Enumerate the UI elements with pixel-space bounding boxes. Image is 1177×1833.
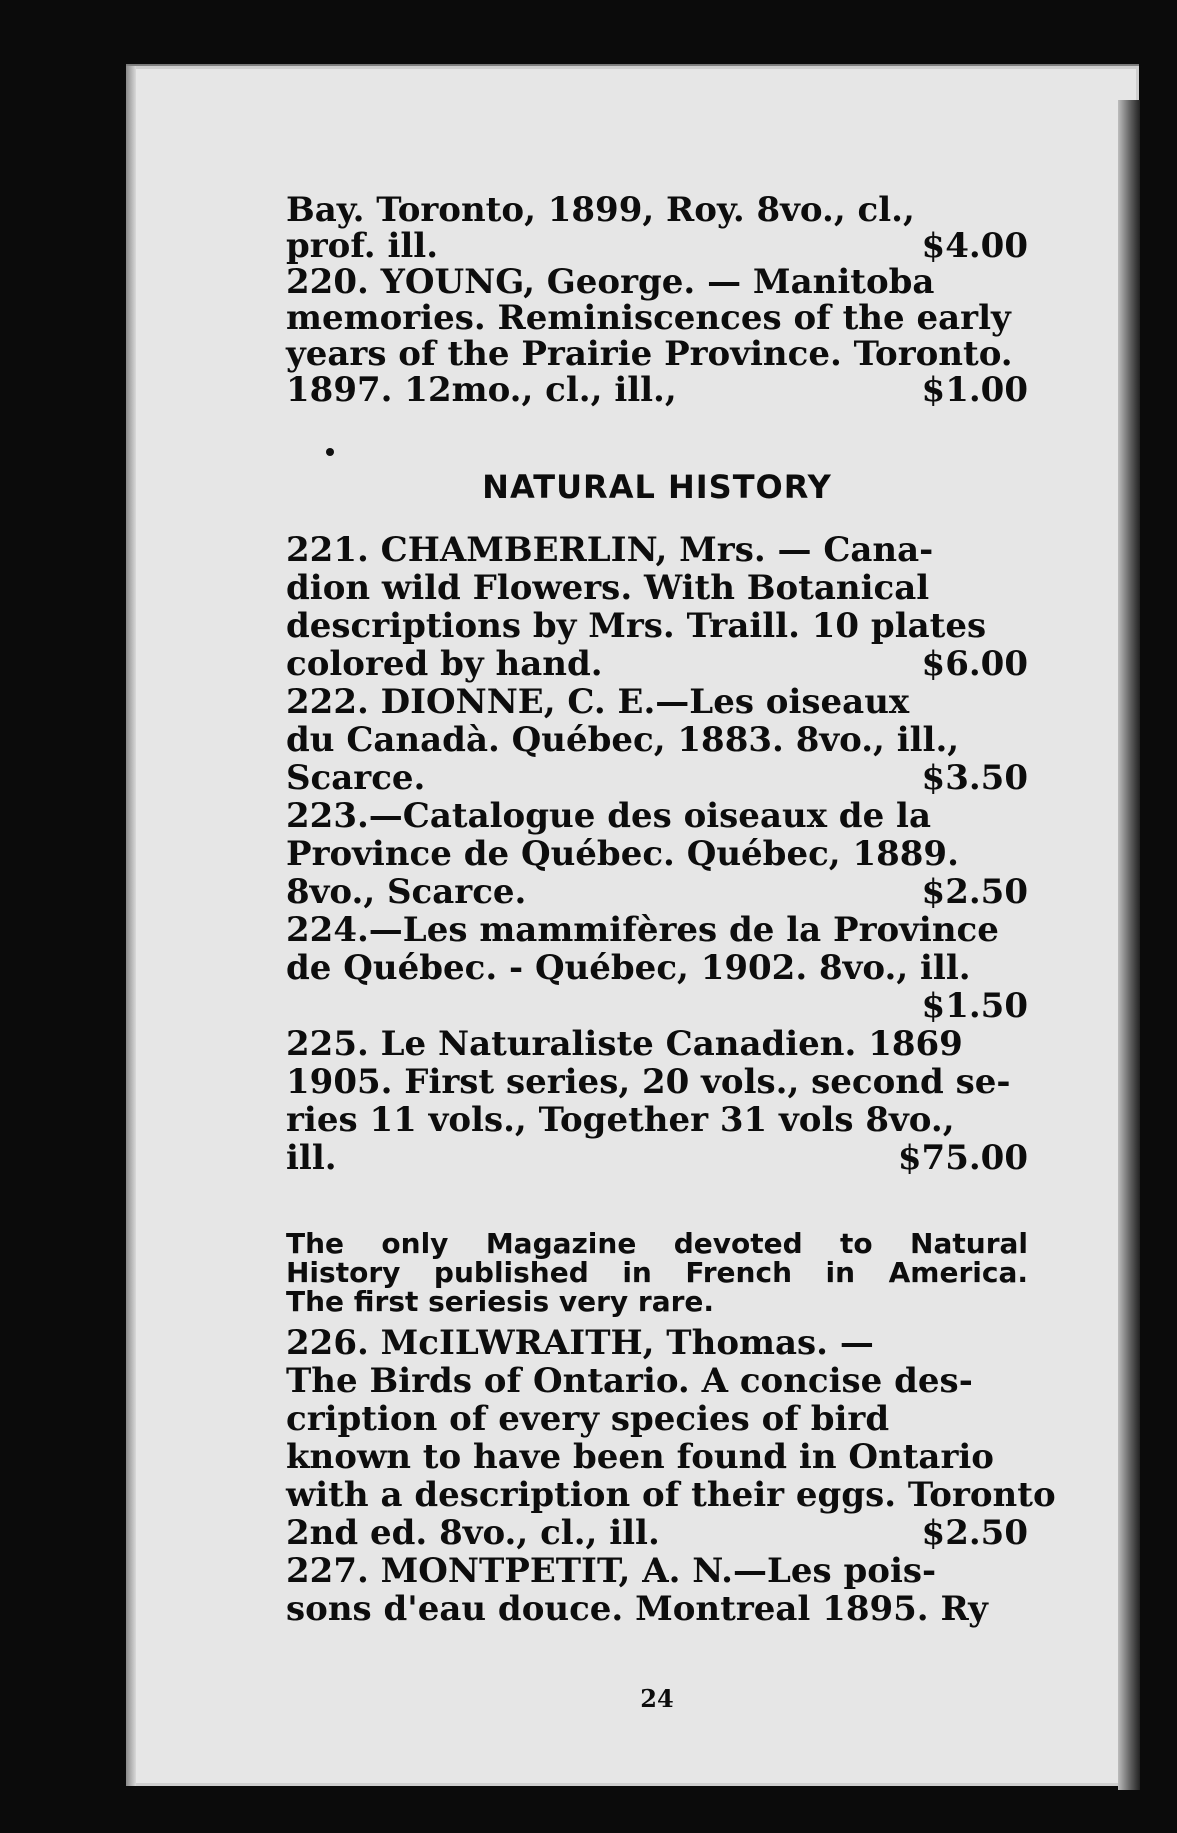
text-line bbox=[286, 1323, 1028, 1363]
price: $2.50 bbox=[921, 1513, 1028, 1553]
line-text: dion wild Flowers. With Botanical bbox=[286, 568, 930, 608]
section-heading: NATURAL HISTORY bbox=[482, 468, 832, 506]
line-text: descriptions by Mrs. Traill. 10 plates bbox=[286, 606, 987, 646]
text-line bbox=[286, 682, 1028, 722]
text-line bbox=[286, 370, 1028, 410]
line-text: 225. Le Naturaliste Canadien. 1869 bbox=[286, 1024, 963, 1064]
text-line bbox=[286, 1361, 1028, 1401]
line-text: 220. YOUNG, George. — Manitoba bbox=[286, 262, 935, 302]
line-text: memories. Reminiscences of the early bbox=[286, 298, 1011, 338]
text-line bbox=[286, 986, 1028, 1026]
text-line bbox=[286, 1475, 1056, 1515]
text-line bbox=[286, 644, 1028, 684]
text-line bbox=[286, 226, 1028, 266]
text-line bbox=[286, 1437, 1028, 1477]
text-line bbox=[286, 1138, 1028, 1178]
text-line bbox=[286, 1100, 1028, 1140]
text-line bbox=[286, 796, 1028, 836]
line-text: The Birds of Ontario. A concise des- bbox=[286, 1361, 973, 1401]
text-line bbox=[286, 190, 1028, 230]
note-line: The only Magazine devoted to Natural bbox=[286, 1227, 1028, 1260]
line-text: known to have been found in Ontario bbox=[286, 1437, 994, 1477]
line-text: 1905. First series, 20 vols., second se- bbox=[286, 1062, 1011, 1102]
line-text: prof. ill. bbox=[286, 226, 439, 266]
line-text: colored by hand. bbox=[286, 644, 603, 684]
page-number: 24 bbox=[640, 1684, 674, 1713]
line-text: 227. MONTPETIT, A. N.—Les pois- bbox=[286, 1551, 937, 1591]
text-line bbox=[286, 948, 1028, 988]
text-line bbox=[286, 872, 1028, 912]
price: $4.00 bbox=[921, 226, 1028, 266]
text-line bbox=[286, 1551, 1028, 1591]
line-text: 8vo., Scarce. bbox=[286, 872, 527, 912]
text-line bbox=[286, 334, 1028, 374]
text-line bbox=[286, 298, 1028, 338]
price: $1.00 bbox=[921, 370, 1028, 410]
price: $2.50 bbox=[921, 872, 1028, 912]
text-line bbox=[286, 1399, 1028, 1439]
price: $6.00 bbox=[921, 644, 1028, 684]
line-text: cription of every species of bird bbox=[286, 1399, 890, 1439]
line-text: sons d'eau douce. Montreal 1895. Ry bbox=[286, 1589, 988, 1629]
line-text: du Canadà. Québec, 1883. 8vo., ill., bbox=[286, 720, 960, 760]
price: $75.00 bbox=[897, 1138, 1028, 1178]
line-text: ill. bbox=[286, 1138, 337, 1178]
text-line bbox=[286, 910, 1028, 950]
line-text: 221. CHAMBERLIN, Mrs. — Cana- bbox=[286, 530, 934, 570]
text-line bbox=[286, 1062, 1028, 1102]
text-line bbox=[286, 262, 1028, 302]
note-line: The first seriesis very rare. bbox=[286, 1285, 715, 1318]
price: $1.50 bbox=[921, 986, 1028, 1026]
line-text: 223.—Catalogue des oiseaux de la bbox=[286, 796, 931, 836]
line-text: de Québec. - Québec, 1902. 8vo., ill. bbox=[286, 948, 971, 988]
text-line bbox=[286, 1589, 1028, 1629]
line-text: 222. DIONNE, C. E.—Les oiseaux bbox=[286, 682, 910, 722]
line-text: 226. McILWRAITH, Thomas. — bbox=[286, 1323, 874, 1363]
price: $3.50 bbox=[921, 758, 1028, 798]
text-line bbox=[286, 720, 1028, 760]
line-text: with a description of their eggs. Toronto bbox=[286, 1475, 1056, 1515]
text-line bbox=[286, 1024, 1028, 1064]
line-text: years of the Prairie Province. Toronto. bbox=[286, 334, 1013, 374]
text-line bbox=[286, 1513, 1028, 1553]
page-left-edge bbox=[126, 66, 136, 1786]
line-text: Province de Québec. Québec, 1889. bbox=[286, 834, 959, 874]
bullet-mark bbox=[326, 448, 334, 456]
line-text: 2nd ed. 8vo., cl., ill. bbox=[286, 1513, 660, 1553]
line-text: Scarce. bbox=[286, 758, 426, 798]
line-text: 224.—Les mammifères de la Province bbox=[286, 910, 999, 950]
text-line bbox=[286, 758, 1028, 798]
text-line bbox=[286, 530, 1028, 570]
page-binding-edge bbox=[1118, 100, 1140, 1790]
text-line bbox=[286, 568, 1028, 608]
note-line: History published in French in America. bbox=[286, 1256, 1028, 1289]
text-line bbox=[286, 606, 1028, 646]
line-text: ries 11 vols., Together 31 vols 8vo., bbox=[286, 1100, 955, 1140]
line-text: Bay. Toronto, 1899, Roy. 8vo., cl., bbox=[286, 190, 915, 230]
text-line bbox=[286, 834, 1028, 874]
line-text: 1897. 12mo., cl., ill., bbox=[286, 370, 677, 410]
